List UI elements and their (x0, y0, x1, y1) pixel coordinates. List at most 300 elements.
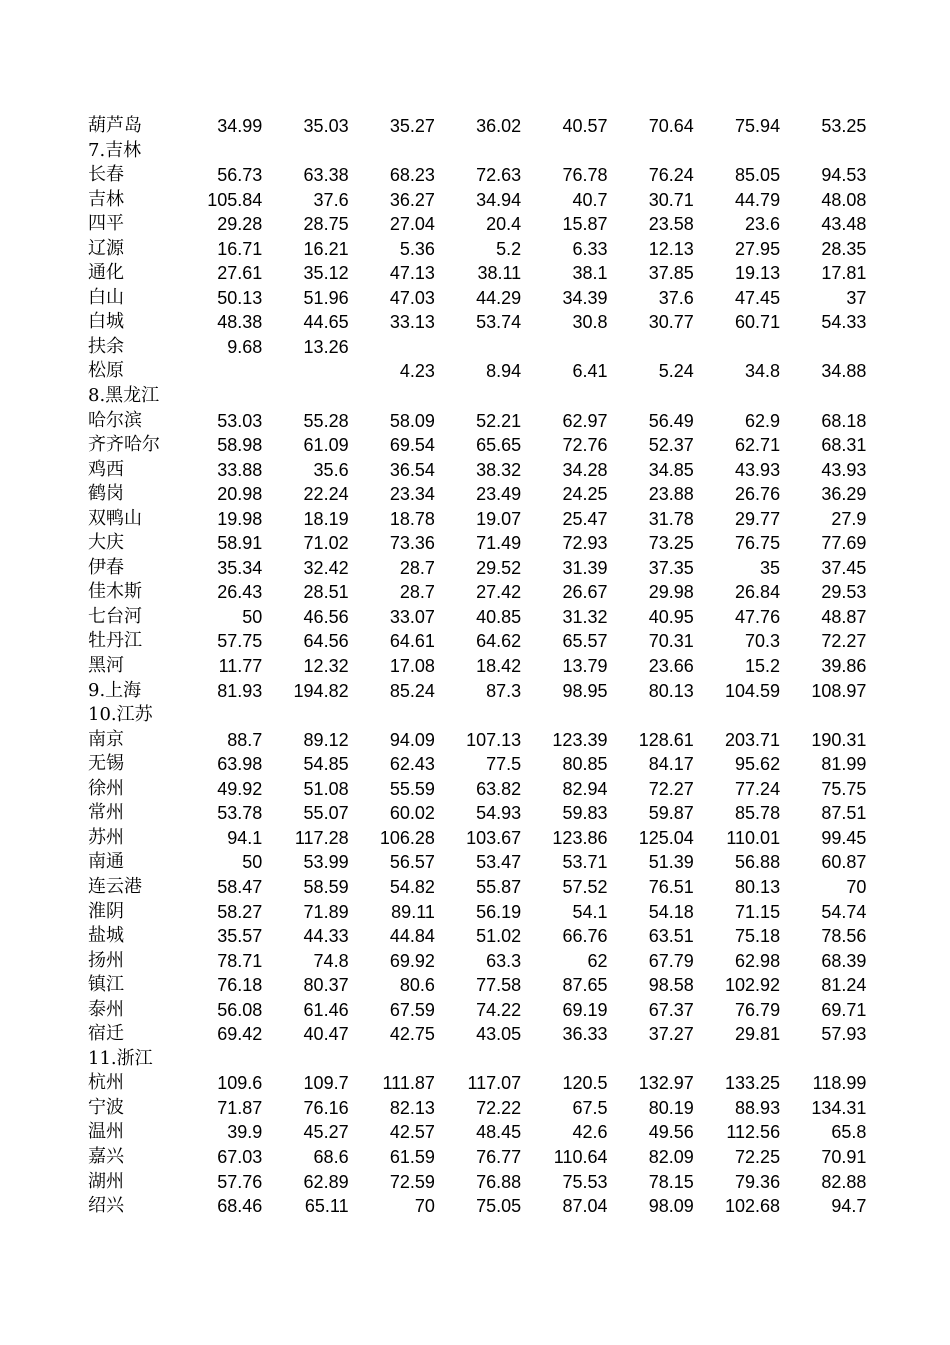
value-cell: 76.78 (562, 165, 608, 186)
value-cell: 102.92 (725, 975, 781, 996)
value-cell: 52.37 (648, 435, 694, 456)
value-cell: 28.51 (303, 582, 349, 603)
value-cell: 39.9 (227, 1122, 263, 1143)
value-cell: 31.32 (562, 606, 608, 627)
value-cell: 58.47 (217, 876, 263, 897)
value-cell: 48.38 (217, 312, 263, 333)
value-cell: 123.86 (552, 827, 608, 848)
value-cell: 117.07 (467, 1073, 522, 1094)
value-cell: 43.93 (821, 459, 867, 480)
value-cell: 72.25 (735, 1146, 781, 1167)
city-name-cell: 南通 (88, 851, 124, 873)
value-cell: 76.79 (735, 999, 781, 1020)
value-cell: 63.51 (648, 926, 694, 947)
value-cell: 61.09 (303, 435, 349, 456)
value-cell: 11.77 (218, 656, 263, 677)
value-cell: 55.07 (303, 803, 349, 824)
value-cell: 53.71 (562, 852, 608, 873)
value-cell: 44.84 (389, 926, 435, 947)
value-cell: 105.84 (207, 189, 263, 210)
value-cell: 94.09 (389, 729, 435, 750)
value-cell: 117.28 (294, 827, 349, 848)
table-row (88, 433, 866, 458)
value-cell: 77.69 (821, 533, 867, 554)
value-cell: 190.31 (811, 729, 867, 750)
value-cell: 33.13 (389, 312, 435, 333)
value-cell: 43.93 (735, 459, 781, 480)
value-cell: 26.43 (217, 582, 263, 603)
table-row (88, 777, 866, 802)
value-cell: 31.78 (648, 508, 694, 529)
table-row (88, 1120, 866, 1145)
value-cell: 98.09 (648, 1196, 694, 1217)
value-cell: 64.62 (476, 631, 522, 652)
value-cell: 49.92 (217, 778, 263, 799)
value-cell: 59.87 (648, 803, 694, 824)
section-header: 8.黑龙江 (88, 385, 160, 407)
value-cell: 26.67 (562, 582, 608, 603)
value-cell: 74.8 (313, 950, 349, 971)
value-cell: 48.08 (821, 189, 867, 210)
value-cell: 44.65 (303, 312, 349, 333)
value-cell: 47.76 (735, 606, 781, 627)
value-cell: 60.87 (821, 852, 867, 873)
value-cell: 57.76 (217, 1171, 263, 1192)
value-cell: 64.56 (303, 631, 349, 652)
value-cell: 69.54 (389, 435, 435, 456)
table-row (88, 507, 866, 532)
city-name-cell: 佳木斯 (88, 581, 142, 603)
section-header-row (88, 703, 866, 728)
value-cell: 68.6 (313, 1146, 349, 1167)
value-cell: 51.96 (303, 287, 349, 308)
value-cell: 108.97 (811, 680, 867, 701)
city-name-cell: 徐州 (88, 777, 124, 799)
value-cell: 82.09 (648, 1146, 694, 1167)
value-cell: 16.21 (303, 238, 349, 259)
value-cell: 27.61 (217, 263, 263, 284)
value-cell: 109.7 (303, 1073, 349, 1094)
value-cell: 37.35 (648, 557, 694, 578)
value-cell: 88.93 (735, 1097, 781, 1118)
value-cell: 79.36 (735, 1171, 781, 1192)
value-cell: 73.36 (389, 533, 435, 554)
value-cell: 34.85 (648, 459, 694, 480)
value-cell: 60.71 (735, 312, 781, 333)
value-cell: 18.42 (476, 656, 522, 677)
value-cell: 110.64 (553, 1146, 608, 1167)
table-row (88, 237, 866, 262)
value-cell: 54.18 (648, 901, 694, 922)
table-row (88, 654, 866, 679)
value-cell: 76.51 (648, 876, 694, 897)
value-cell: 55.87 (476, 876, 522, 897)
value-cell: 49.56 (648, 1122, 694, 1143)
value-cell: 57.52 (562, 876, 608, 897)
value-cell: 54.1 (572, 901, 608, 922)
city-name-cell: 苏州 (88, 826, 124, 848)
value-cell: 102.68 (725, 1196, 781, 1217)
value-cell: 194.82 (293, 680, 349, 701)
value-cell: 94.53 (821, 165, 867, 186)
table-row (88, 188, 866, 213)
value-cell: 76.18 (217, 975, 263, 996)
value-cell: 4.23 (399, 361, 435, 382)
value-cell: 35.34 (217, 557, 263, 578)
value-cell: 75.75 (821, 778, 867, 799)
value-cell: 70.91 (821, 1146, 867, 1167)
value-cell: 68.18 (821, 410, 867, 431)
value-cell: 87.65 (562, 975, 608, 996)
value-cell: 134.31 (811, 1097, 867, 1118)
value-cell: 29.52 (476, 557, 522, 578)
value-cell: 78.56 (821, 926, 867, 947)
value-cell: 34.39 (562, 287, 608, 308)
value-cell: 53.03 (217, 410, 263, 431)
value-cell: 9.68 (227, 336, 263, 357)
value-cell: 20.4 (486, 214, 522, 235)
section-header: 11.浙江 (88, 1047, 153, 1069)
value-cell: 52.21 (476, 410, 522, 431)
value-cell: 67.5 (572, 1097, 608, 1118)
value-cell: 76.88 (476, 1171, 522, 1192)
value-cell (435, 335, 521, 360)
section-header-row (88, 1047, 866, 1072)
value-cell: 27.42 (476, 582, 522, 603)
value-cell: 94.1 (227, 827, 263, 848)
value-cell: 87.51 (821, 803, 867, 824)
city-name-cell: 杭州 (88, 1072, 124, 1094)
table-row (88, 310, 866, 335)
value-cell: 72.76 (562, 435, 608, 456)
value-cell: 40.47 (303, 1024, 349, 1045)
value-cell: 34.8 (745, 361, 781, 382)
value-cell: 85.78 (735, 803, 781, 824)
value-cell (176, 359, 262, 384)
value-cell: 56.49 (648, 410, 694, 431)
value-cell: 104.59 (725, 680, 781, 701)
city-name-cell: 宁波 (88, 1096, 124, 1118)
city-name-cell: 葫芦岛 (88, 115, 142, 136)
value-cell: 203.71 (725, 729, 781, 750)
value-cell: 75.18 (735, 926, 781, 947)
table-row (88, 458, 866, 483)
value-cell: 57.93 (821, 1024, 867, 1045)
value-cell: 5.2 (496, 238, 522, 259)
value-cell: 36.33 (562, 1024, 608, 1045)
value-cell: 19.98 (217, 508, 263, 529)
value-cell: 62.89 (303, 1171, 349, 1192)
value-cell: 63.3 (486, 950, 522, 971)
value-cell: 30.8 (572, 312, 608, 333)
city-name-cell: 盐城 (88, 925, 124, 947)
value-cell: 68.46 (217, 1196, 263, 1217)
value-cell (607, 335, 693, 360)
value-cell: 62.98 (735, 950, 781, 971)
value-cell: 50 (242, 606, 263, 627)
value-cell: 51.08 (303, 778, 349, 799)
value-cell: 72.59 (389, 1171, 435, 1192)
value-cell: 25.47 (562, 508, 608, 529)
value-cell: 40.85 (476, 606, 522, 627)
value-cell: 20.98 (217, 484, 263, 505)
value-cell: 60.02 (389, 803, 435, 824)
value-cell: 75.94 (735, 116, 781, 136)
value-cell: 24.25 (562, 484, 608, 505)
city-name-cell: 扬州 (88, 949, 124, 971)
value-cell: 51.02 (476, 926, 522, 947)
value-cell: 37 (846, 287, 867, 308)
value-cell: 40.57 (562, 116, 608, 136)
value-cell: 78.15 (648, 1171, 694, 1192)
city-name-cell: 9.上海 (88, 679, 142, 701)
value-cell: 125.04 (638, 827, 694, 848)
value-cell: 29.77 (735, 508, 781, 529)
value-cell: 26.76 (735, 484, 781, 505)
value-cell: 37.6 (313, 189, 349, 210)
city-name-cell: 黑河 (88, 655, 124, 677)
value-cell: 70.31 (648, 631, 694, 652)
value-cell: 118.99 (812, 1073, 867, 1094)
value-cell: 72.93 (562, 533, 608, 554)
value-cell: 28.35 (821, 238, 867, 259)
value-cell: 67.37 (648, 999, 694, 1020)
city-name-cell: 连云港 (88, 875, 142, 897)
value-cell: 13.79 (562, 656, 608, 677)
value-cell: 26.84 (735, 582, 781, 603)
value-cell: 73.25 (648, 533, 694, 554)
value-cell: 38.11 (477, 263, 522, 284)
value-cell: 50.13 (217, 287, 263, 308)
value-cell: 35.6 (313, 459, 349, 480)
city-name-cell: 七台河 (88, 605, 142, 627)
table-row (88, 875, 866, 900)
value-cell: 29.53 (821, 582, 867, 603)
value-cell: 22.24 (303, 484, 349, 505)
value-cell: 65.8 (831, 1122, 867, 1143)
value-cell: 58.09 (389, 410, 435, 431)
value-cell: 29.98 (648, 582, 694, 603)
value-cell: 62.9 (745, 410, 781, 431)
value-cell: 112.56 (726, 1122, 781, 1143)
value-cell: 58.59 (303, 876, 349, 897)
value-cell: 70 (414, 1196, 435, 1217)
value-cell: 28.7 (399, 582, 435, 603)
table-row (88, 1170, 866, 1195)
table-row (88, 409, 866, 434)
table-row (88, 973, 866, 998)
value-cell: 58.27 (217, 901, 263, 922)
value-cell: 53.47 (476, 852, 522, 873)
value-cell: 80.19 (648, 1097, 694, 1118)
value-cell: 82.88 (821, 1171, 867, 1192)
value-cell: 18.19 (303, 508, 349, 529)
value-cell: 56.73 (217, 165, 263, 186)
value-cell: 27.04 (389, 214, 435, 235)
value-cell: 76.24 (648, 165, 694, 186)
value-cell: 82.94 (562, 778, 608, 799)
value-cell (262, 359, 348, 384)
value-cell: 76.75 (735, 533, 781, 554)
city-name-cell: 齐齐哈尔 (88, 434, 160, 456)
table-row (88, 580, 866, 605)
value-cell: 38.1 (572, 263, 608, 284)
value-cell: 66.76 (562, 926, 608, 947)
value-cell: 99.45 (821, 827, 867, 848)
value-cell: 98.95 (562, 680, 608, 701)
value-cell: 29.81 (735, 1024, 781, 1045)
value-cell: 80.13 (735, 876, 781, 897)
city-name-cell: 湖州 (88, 1170, 124, 1192)
value-cell: 47.03 (389, 287, 435, 308)
value-cell: 123.39 (552, 729, 608, 750)
value-cell: 31.39 (562, 557, 608, 578)
table-row (88, 679, 866, 704)
value-cell: 84.17 (648, 754, 694, 775)
value-cell: 80.85 (562, 754, 608, 775)
value-cell: 62.43 (389, 754, 435, 775)
value-cell: 58.98 (217, 435, 263, 456)
table-body (88, 114, 866, 1219)
value-cell: 37.6 (658, 287, 694, 308)
value-cell: 64.61 (389, 631, 435, 652)
value-cell: 6.41 (572, 361, 608, 382)
value-cell: 76.77 (476, 1146, 522, 1167)
value-cell: 35.03 (303, 116, 349, 136)
city-name-cell: 白城 (88, 311, 124, 333)
value-cell: 71.87 (217, 1097, 263, 1118)
value-cell: 35.12 (303, 263, 349, 284)
city-name-cell: 温州 (88, 1121, 124, 1143)
value-cell: 53.74 (476, 312, 522, 333)
value-cell: 56.57 (389, 852, 435, 873)
table-row (88, 728, 866, 753)
table-row (88, 629, 866, 654)
city-name-cell: 大庆 (88, 532, 124, 554)
value-cell: 74.22 (476, 999, 522, 1020)
value-cell: 35 (760, 557, 781, 578)
value-cell: 85.05 (735, 165, 781, 186)
value-cell: 40.7 (572, 189, 608, 210)
value-cell: 89.11 (391, 901, 435, 922)
value-cell: 37.85 (648, 263, 694, 284)
value-cell: 13.26 (303, 336, 349, 357)
city-name-cell: 嘉兴 (88, 1145, 124, 1167)
value-cell: 75.53 (562, 1171, 608, 1192)
table-row (88, 801, 866, 826)
value-cell: 132.97 (638, 1073, 694, 1094)
value-cell: 89.12 (303, 729, 349, 750)
city-name-cell: 常州 (88, 802, 124, 824)
value-cell: 53.25 (821, 116, 867, 136)
city-name-cell: 吉林 (88, 188, 124, 210)
value-cell: 62.71 (735, 435, 781, 456)
value-cell: 23.49 (476, 484, 522, 505)
city-name-cell: 扶余 (88, 335, 124, 357)
value-cell: 5.24 (658, 361, 694, 382)
table-row (88, 1145, 866, 1170)
table-row (88, 212, 866, 237)
value-cell (349, 335, 435, 360)
value-cell: 35.27 (389, 116, 435, 136)
section-header: 10.江苏 (88, 704, 153, 726)
value-cell: 40.95 (648, 606, 694, 627)
value-cell: 54.93 (476, 803, 522, 824)
value-cell: 85.24 (389, 680, 435, 701)
value-cell: 81.93 (217, 680, 263, 701)
value-cell: 67.79 (648, 950, 694, 971)
value-cell: 70.3 (745, 631, 781, 652)
value-cell (521, 335, 607, 360)
value-cell: 95.62 (735, 754, 781, 775)
table-row (88, 114, 866, 139)
value-cell: 72.22 (476, 1097, 522, 1118)
value-cell: 87.3 (486, 680, 522, 701)
section-header: 7.吉林 (88, 139, 142, 161)
value-cell: 80.37 (303, 975, 349, 996)
value-cell: 82.13 (389, 1097, 435, 1118)
value-cell: 38.32 (476, 459, 522, 480)
value-cell: 88.7 (227, 729, 263, 750)
section-header-row (88, 384, 866, 409)
value-cell: 103.67 (466, 827, 522, 848)
value-cell: 37.45 (821, 557, 867, 578)
value-cell: 63.38 (303, 165, 349, 186)
table-row (88, 359, 866, 384)
value-cell: 94.7 (831, 1196, 867, 1217)
value-cell: 36.02 (476, 116, 522, 136)
value-cell: 68.23 (389, 165, 435, 186)
value-cell: 29.28 (217, 214, 263, 235)
value-cell: 111.87 (382, 1073, 435, 1094)
value-cell: 42.6 (572, 1122, 608, 1143)
value-cell: 87.04 (562, 1196, 608, 1217)
value-cell: 69.92 (389, 950, 435, 971)
table-row (88, 1022, 866, 1047)
value-cell: 46.56 (303, 606, 349, 627)
data-table (88, 114, 866, 1219)
value-cell: 17.81 (821, 263, 867, 284)
value-cell: 51.39 (648, 852, 694, 873)
table-row (88, 1096, 866, 1121)
city-name-cell: 南京 (88, 728, 124, 750)
table-row (88, 826, 866, 851)
value-cell: 65.65 (476, 435, 522, 456)
value-cell: 23.58 (648, 214, 694, 235)
value-cell: 27.95 (735, 238, 781, 259)
value-cell: 19.07 (476, 508, 522, 529)
value-cell: 37.27 (648, 1024, 694, 1045)
value-cell: 106.28 (379, 827, 435, 848)
value-cell: 54.85 (303, 754, 349, 775)
value-cell: 27.9 (831, 508, 867, 529)
value-cell: 28.7 (399, 557, 435, 578)
value-cell: 23.66 (648, 656, 694, 677)
table-row (88, 605, 866, 630)
value-cell: 65.57 (562, 631, 608, 652)
value-cell: 62 (587, 950, 608, 971)
value-cell: 72.27 (648, 778, 694, 799)
value-cell: 77.24 (735, 778, 781, 799)
table-row (88, 163, 866, 188)
value-cell: 53.78 (217, 803, 263, 824)
value-cell: 56.19 (476, 901, 522, 922)
city-name-cell: 泰州 (88, 998, 124, 1020)
value-cell: 76.16 (303, 1097, 349, 1118)
value-cell: 71.02 (303, 533, 349, 554)
value-cell: 63.82 (476, 778, 522, 799)
city-name-cell: 通化 (88, 262, 124, 284)
